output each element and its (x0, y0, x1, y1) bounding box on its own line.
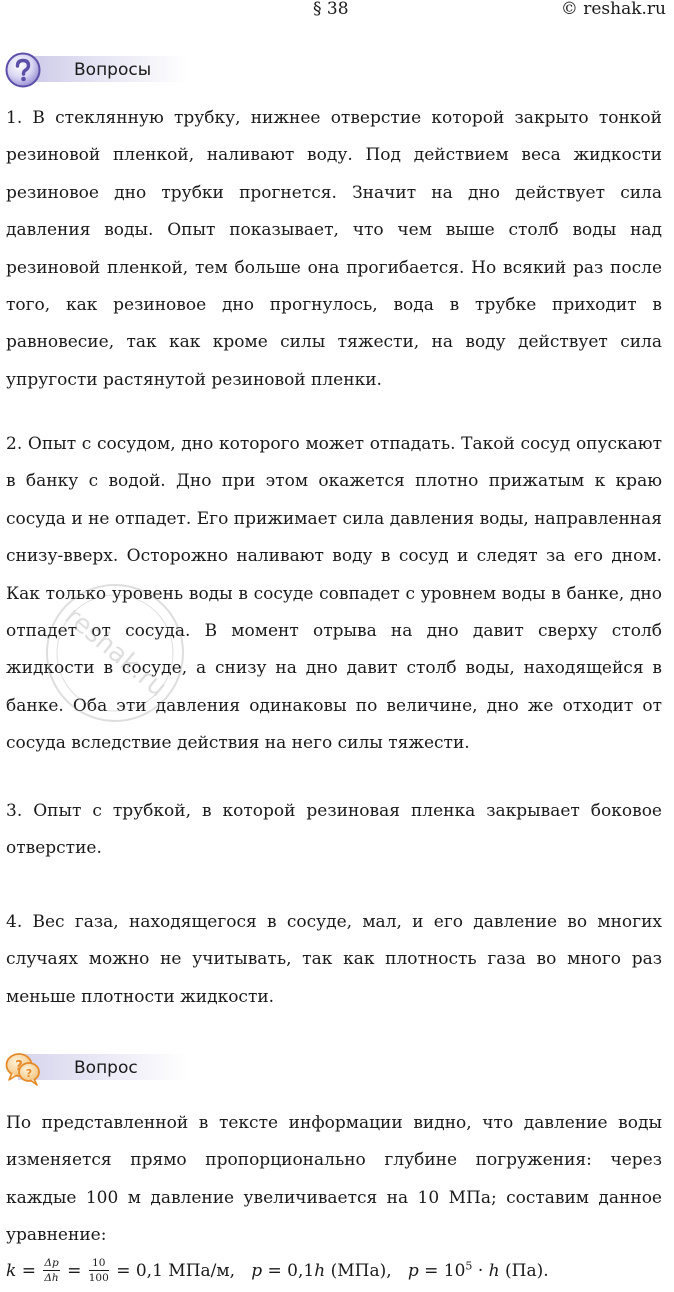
question-answer: По представленной в тексте информации видно, что давление воды изменяется прямо пропорционально глубине погружения: через каждые 100 м давление увеличивается на 10 МПа; составим данное уравнение: (6, 1113, 662, 1246)
formula-p2-unit: (Па). (499, 1261, 549, 1281)
question-mark-circle-icon (4, 51, 42, 89)
page-header (0, 0, 674, 24)
formula-p2-eq: = 10 (418, 1261, 466, 1281)
section-question-header (4, 1048, 138, 1088)
answer-3: 3. Опыт с трубкой, в которой резиновая пленка закрывает боковое отверстие. (6, 801, 662, 859)
site-credit: © reshak.ru (560, 0, 666, 19)
fraction-numerator: 10 (89, 1257, 109, 1271)
fraction-denominator: Δh (44, 1272, 59, 1284)
section-question-title: Вопрос (74, 1058, 138, 1078)
answer-4: 4. Вес газа, находящегося в сосуде, мал, и его давление во многих случаях можно не учитывать, так как плотность газа во много раз меньше плотности жидкости. (6, 912, 662, 1007)
formula-p2-exponent: 5 (465, 1259, 473, 1273)
formula-fraction-values (89, 1257, 109, 1284)
double-question-bubble-icon (4, 1049, 42, 1087)
answer-2: 2. Опыт с сосудом, дно которого может отпадать. Такой сосуд опускают в банку с водой. Дно при этом окажется плотно прижатым к краю сосуда и не отпадет. Его прижимает сила давления воды, направленная снизу-вверх. Осторожно наливают воду в сосуд и следят за его дном. Как только уровень воды в сосуде совпадет с уровнем воды в банке, дно отпадет от сосуда. В момент отрыва на дно давит сверху столб жидкости в сосуде, а снизу на дно давит столб воды, находящейся в банке. Оба эти давления одинаковы по величине, дно же отходит от сосуда вследствие действия на него силы тяжести. (6, 434, 662, 754)
formula-p2-dot: · (472, 1261, 489, 1281)
watermark-text: reshak.ru (59, 601, 173, 704)
svg-text:?: ? (15, 1059, 23, 1074)
formula-p2: p (407, 1261, 419, 1281)
formula-eq2: = (61, 1261, 87, 1281)
fraction-denominator: 100 (88, 1272, 109, 1284)
section-questions-header (4, 50, 151, 90)
fraction-numerator: Δp (44, 1257, 59, 1269)
formula-k: k (6, 1261, 17, 1281)
answer-1: 1. В стеклянную трубку, нижнее отверстие которой закрыто тонкой резиновой пленкой, наливают воду. Под действием веса жидкости резиновое дно трубки прогнется. Значит на дно действует сила давления воды. Опыт показывает, что чем выше столб воды над резиновой пленкой, тем больше она прогибается. Но всякий раз после того, как резиновое дно прогнулось, вода в трубке приходит в равновесие, так как кроме силы тяжести, на воду действует сила упругости растянутой резиновой пленки. (6, 108, 662, 390)
formula-h2: h (488, 1261, 500, 1281)
formula-p1-unit: (МПа), (325, 1261, 392, 1281)
formula-eq1: = (16, 1261, 42, 1281)
formula-k-value: = 0,1 МПа/м, (110, 1261, 236, 1281)
formula-h1: h (314, 1261, 326, 1281)
formula-fraction-delta (43, 1257, 59, 1284)
formula-line (6, 1256, 666, 1292)
paragraph-number: § 38 (313, 0, 349, 19)
formula-p1: p (251, 1261, 263, 1281)
formula-p1-eq: = 0,1 (262, 1261, 315, 1281)
section-questions-title: Вопросы (74, 60, 152, 80)
svg-text:?: ? (25, 1067, 33, 1080)
